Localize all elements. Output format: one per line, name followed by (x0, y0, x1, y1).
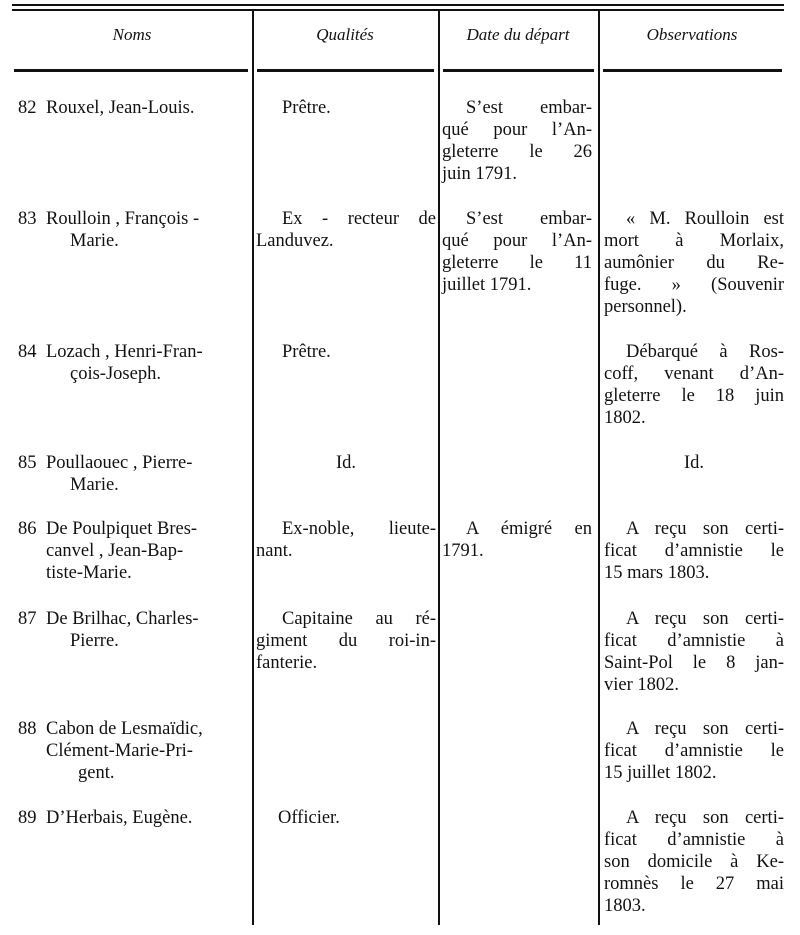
observation-line: gleterre le 18 juin (604, 386, 784, 406)
depart-line: 1791. (442, 541, 484, 561)
header-rule (603, 69, 782, 72)
observation-line: 1802. (604, 408, 646, 428)
observation-line: fuge. » (Souvenir (604, 275, 784, 295)
cell-nom (18, 807, 248, 829)
qualite-line: giment du roi-in- (256, 631, 436, 651)
cell-nom (18, 518, 248, 584)
nom-line: Rouxel, Jean-Louis. (46, 98, 195, 118)
observation-line: vier 1802. (604, 675, 680, 695)
nom-line: De Poulpiquet Bres- (46, 519, 198, 539)
observation-line: aumônier du Re- (604, 253, 784, 273)
cell-qualite (282, 97, 432, 119)
cell-nom (18, 97, 248, 119)
cell-observations (604, 518, 784, 584)
nom-line: Roulloin , François - (46, 209, 200, 229)
qualite-line: Ex-noble, lieute- (282, 519, 436, 539)
column-divider (252, 10, 254, 925)
nom-line: Clément-Marie-Pri- (46, 741, 193, 761)
nom-line: çois-Joseph. (70, 364, 161, 384)
cell-observations (604, 341, 784, 429)
nom-line: De Brilhac, Charles- (46, 609, 199, 629)
cell-observations (604, 718, 784, 784)
observation-line: mort à Morlaix, (604, 231, 784, 251)
observation-line: Id. (683, 453, 705, 473)
cell-depart (442, 97, 592, 185)
nom-line: Pierre. (70, 631, 119, 651)
qualite-line: Officier. (278, 808, 340, 828)
nom-line: canvel , Jean-Bap- (46, 541, 184, 561)
observation-line: son domicile à Ke- (604, 852, 784, 872)
cell-depart (442, 208, 592, 296)
cell-nom (18, 452, 248, 496)
cell-observations (604, 452, 784, 474)
top-rule-inner (12, 9, 784, 11)
nom-line: Cabon de Lesmaïdic, (46, 719, 203, 739)
cell-observations (604, 208, 784, 318)
row-number: 88 (18, 719, 37, 739)
top-rule (12, 4, 784, 6)
observation-line: A reçu son certi- (626, 519, 784, 539)
row-number: 82 (18, 98, 37, 118)
depart-line: A émigré en (466, 519, 592, 539)
nom-line: Marie. (70, 475, 119, 495)
nom-line: gent. (78, 763, 115, 783)
nom-line: Lozach , Henri-Fran- (46, 342, 203, 362)
cell-nom (18, 718, 248, 784)
header-qualites: Qualités (316, 25, 374, 44)
observation-line: Saint-Pol le 8 jan- (604, 653, 784, 673)
observation-line: ficat d’amnistie à (604, 631, 784, 651)
cell-qualite (256, 208, 436, 252)
row-number: 87 (18, 609, 37, 629)
qualite-line: Ex - recteur de (282, 209, 436, 229)
cell-nom (18, 208, 248, 252)
observation-line: « M. Roulloin est (626, 209, 784, 229)
row-number: 89 (18, 808, 37, 828)
observation-line: 1803. (604, 896, 646, 916)
header-rule (14, 69, 248, 72)
observation-line: 15 mars 1803. (604, 563, 710, 583)
observation-line: ficat d’amnistie le (604, 541, 784, 561)
observation-line: Débarqué à Ros- (626, 342, 784, 362)
header-rule (443, 69, 594, 72)
depart-line: gleterre le 11 (442, 253, 592, 273)
observation-line: A reçu son certi- (626, 808, 784, 828)
header-noms: Noms (112, 25, 152, 44)
cell-qualite (278, 807, 428, 829)
qualite-line: nant. (256, 541, 293, 561)
observation-line: ficat d’amnistie le (604, 741, 784, 761)
header-observations: Observations (646, 25, 738, 44)
depart-line: qué pour l’An- (442, 120, 592, 140)
qualite-line: Prêtre. (282, 342, 331, 362)
observation-line: ficat d’amnistie à (604, 830, 784, 850)
cell-qualite (256, 518, 436, 562)
row-number: 83 (18, 209, 37, 229)
nom-line: D’Herbais, Eugène. (46, 808, 193, 828)
cell-nom (18, 608, 248, 652)
depart-line: juin 1791. (442, 164, 518, 184)
cell-observations (604, 608, 784, 696)
qualite-line: Id. (335, 453, 357, 473)
observation-line: A reçu son certi- (626, 609, 784, 629)
header-rule (257, 69, 434, 72)
observation-line: 15 juillet 1802. (604, 763, 717, 783)
cell-observations (604, 807, 784, 917)
qualite-line: Capitaine au ré- (282, 609, 436, 629)
qualite-line: fanterie. (256, 653, 318, 673)
row-number: 86 (18, 519, 37, 539)
column-divider (438, 10, 440, 925)
depart-line: juillet 1791. (442, 275, 532, 295)
qualite-line: Landuvez. (256, 231, 334, 251)
observation-line: A reçu son certi- (626, 719, 784, 739)
nom-line: Poullaouec , Pierre- (46, 453, 193, 473)
header-date-depart: Date du départ (466, 25, 570, 44)
depart-line: S’est embar- (466, 209, 592, 229)
depart-line: S’est embar- (466, 98, 592, 118)
cell-qualite (256, 452, 436, 474)
cell-depart (442, 518, 592, 562)
qualite-line: Prêtre. (282, 98, 331, 118)
observation-line: personnel). (604, 297, 687, 317)
row-number: 84 (18, 342, 37, 362)
row-number: 85 (18, 453, 37, 473)
observation-line: coff, venant d’An- (604, 364, 784, 384)
column-divider (598, 10, 600, 925)
cell-qualite (256, 608, 436, 674)
nom-line: Marie. (70, 231, 119, 251)
cell-qualite (282, 341, 432, 363)
nom-line: tiste-Marie. (46, 563, 132, 583)
observation-line: romnès le 27 mai (604, 874, 784, 894)
cell-nom (18, 341, 248, 385)
depart-line: gleterre le 26 (442, 142, 592, 162)
depart-line: qué pour l’An- (442, 231, 592, 251)
